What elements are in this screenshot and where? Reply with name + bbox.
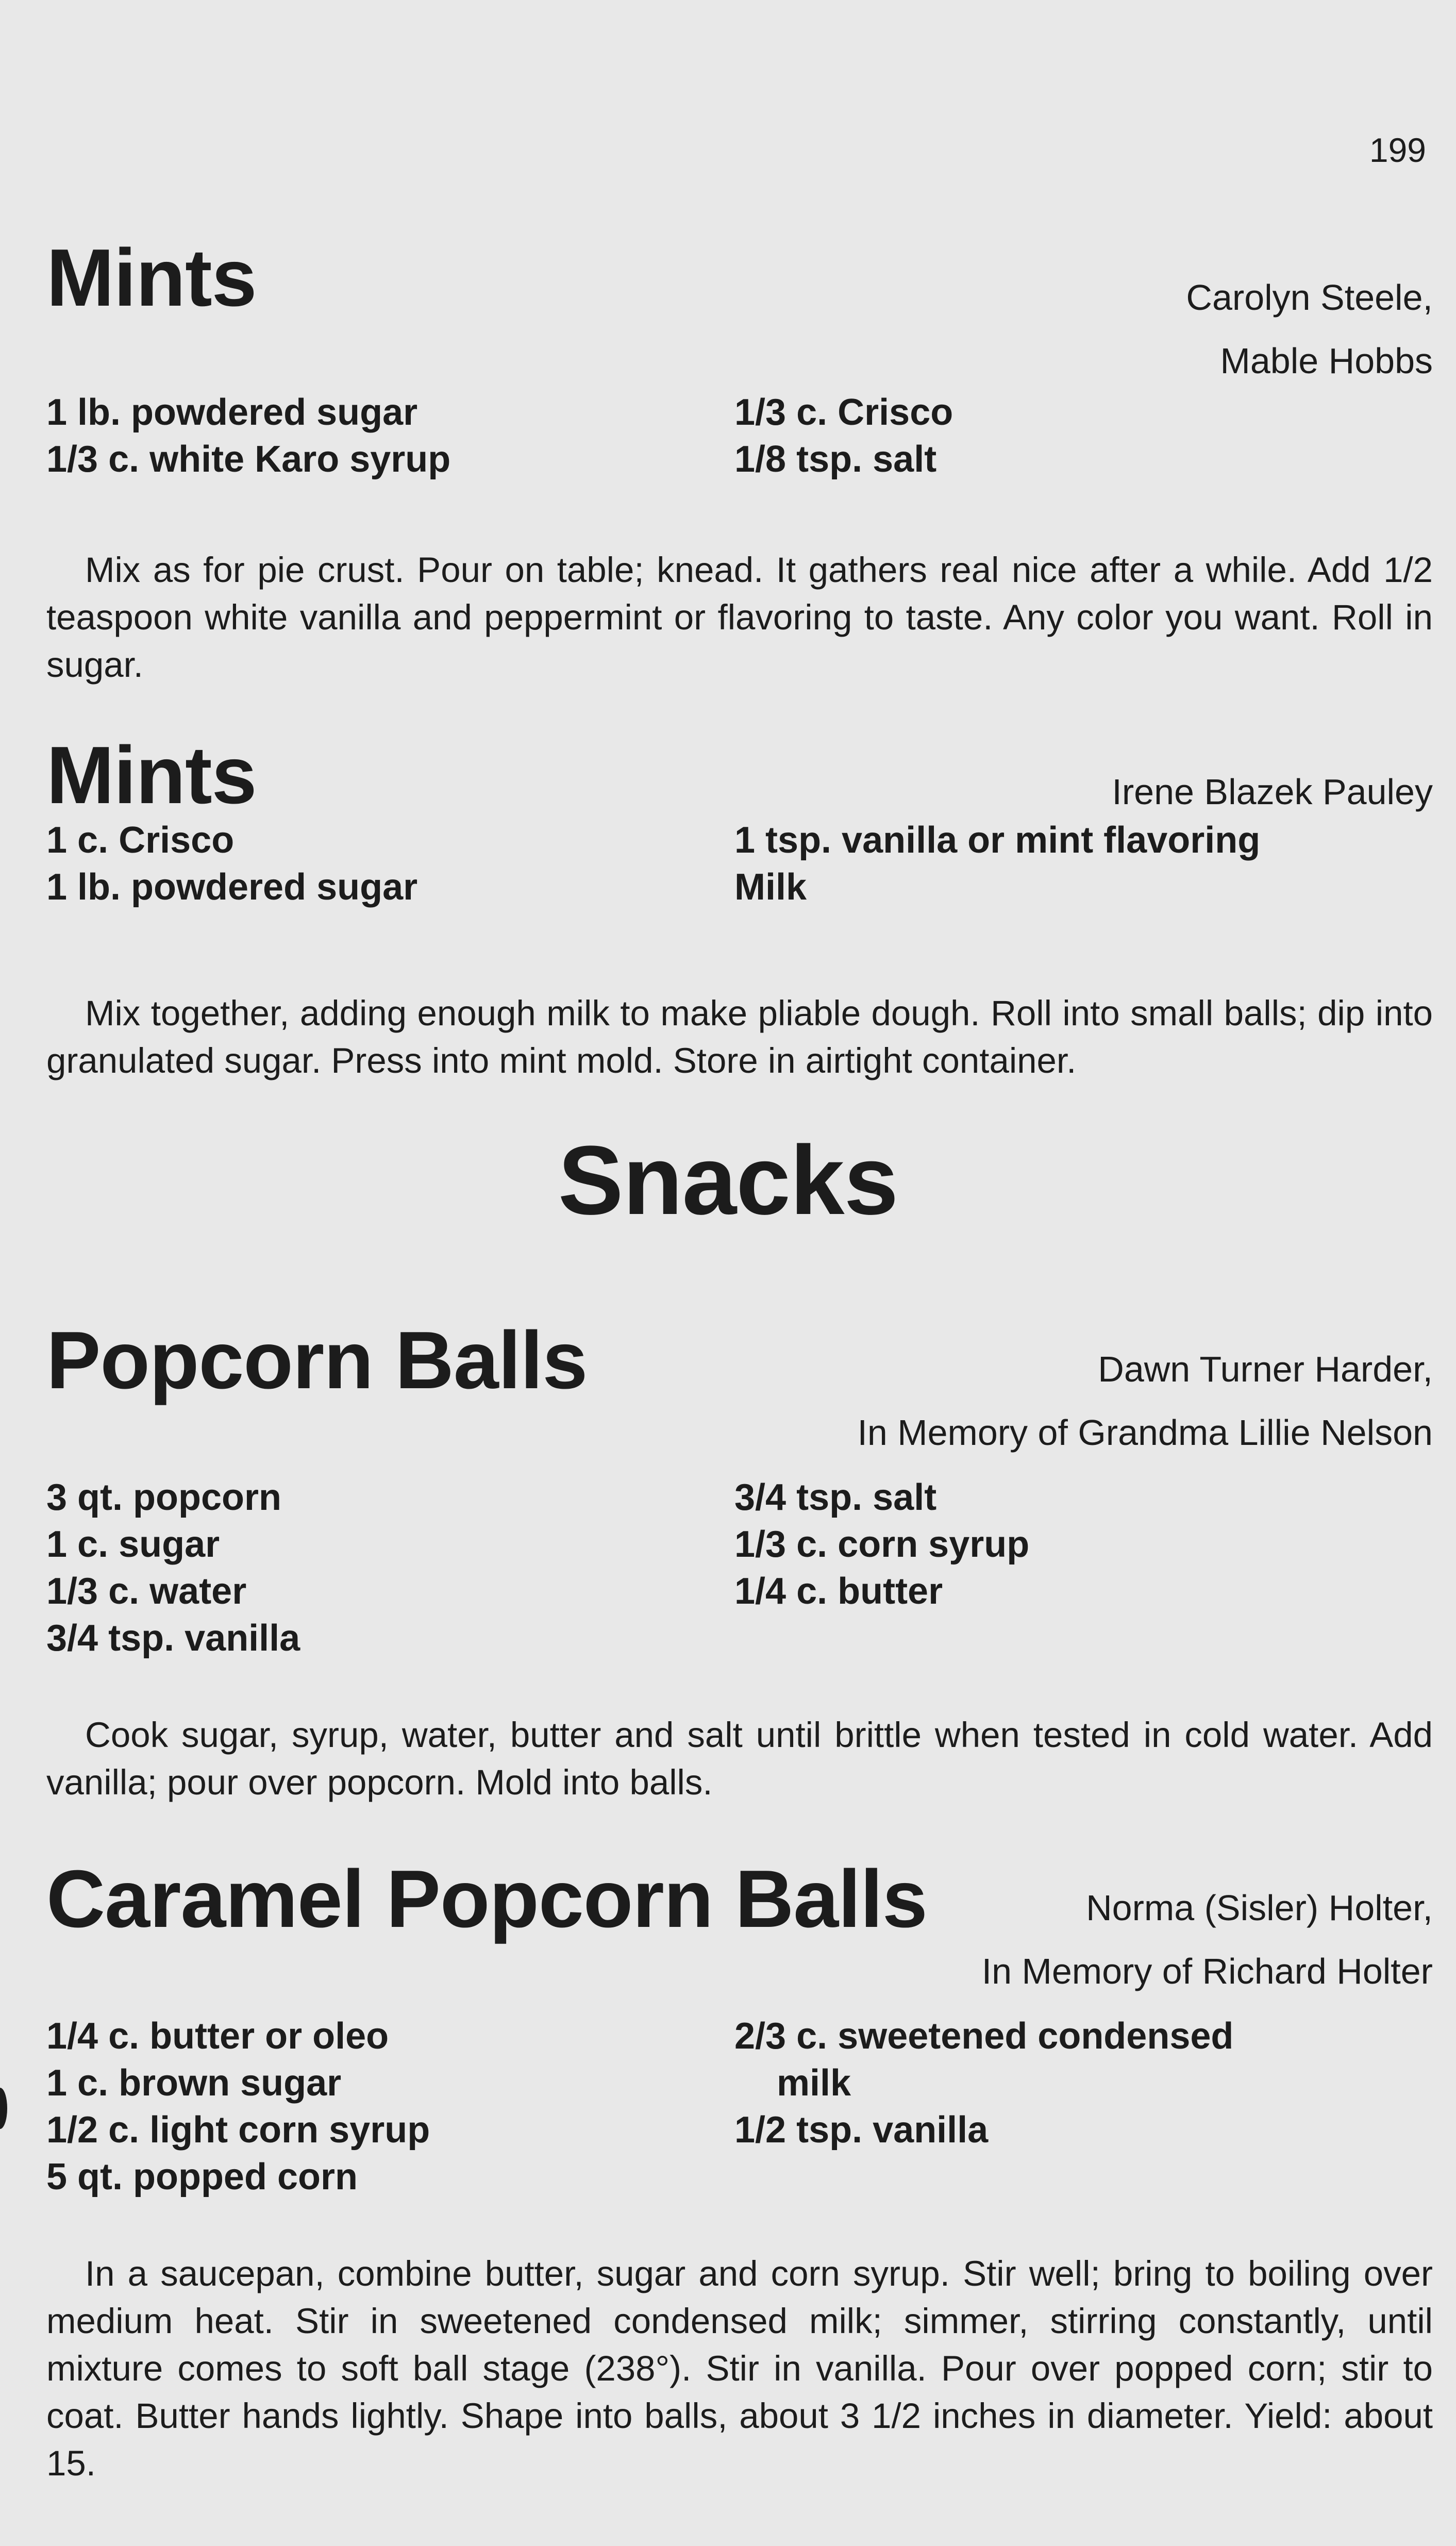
ingredient-item: 1 lb. powdered sugar [46,392,418,433]
ingredient-item: 1 tsp. vanilla or mint flavoring [734,820,1261,861]
ingredient-item: 1/3 c. Crisco [734,392,953,433]
recipe-contributors [1112,760,1433,824]
ingredient-column-left [46,817,417,911]
recipe-directions: Mix as for pie crust. Pour on table; knead. It gathers real nice after a while. Add 1/2 teaspoon white vanilla and peppermint or flavoring to taste. Any color you want. Roll in sugar. [46,550,1433,685]
binding-edge-mark [0,2088,7,2129]
ingredient-item: 1/2 c. light corn syrup [46,2109,430,2151]
recipe-contributors [982,1876,1433,2003]
recipe-directions: Mix together, adding enough milk to make pliable dough. Roll into small balls; dip into granulated sugar. Press into mint mold. Store in airtight container. [46,993,1433,1080]
contributor-line: Dawn Turner Harder, [1098,1349,1433,1389]
ingredient-item: 5 qt. popped corn [46,2156,358,2198]
ingredient-item: Milk [734,867,807,908]
recipe-popcorn-balls [46,1315,1433,1802]
ingredient-item: 1 c. brown sugar [46,2062,342,2104]
contributor-line: In Memory of Grandma Lillie Nelson [857,1412,1433,1453]
ingredient-item: 1/3 c. corn syrup [734,1524,1030,1565]
ingredient-column-right [734,389,953,483]
ingredient-item: milk [777,2062,851,2104]
ingredient-column-right [734,1474,1029,1615]
recipe-directions: In a saucepan, combine butter, sugar and corn syrup. Stir well; bring to boiling over medium heat. Stir in sweetened condensed milk; simmer, stirring constantly, until mixture comes to soft ball stage (238°). Stir in vanilla. Pour over popped corn; stir to coat. Butter hands lightly. Shape into balls, about 3 1/2 inches in diameter. Yield: about 15. [46,2254,1433,2483]
recipe-caramel-popcorn-balls [46,1854,1433,2483]
ingredient-item: 1 lb. powdered sugar [46,867,418,908]
contributor-line: Carolyn Steele, [1186,277,1433,318]
ingredient-item: 3/4 tsp. vanilla [46,1618,300,1659]
recipe-directions: Cook sugar, syrup, water, butter and salt until brittle when tested in cold water. Add vanilla; pour over popcorn. Mold into balls. [46,1715,1433,1802]
recipe-title: Mints [46,730,257,821]
contributor-line: Norma (Sisler) Holter, [1086,1888,1433,1928]
ingredient-item: 1 c. sugar [46,1524,220,1565]
ingredient-column-left [46,2013,430,2201]
page-number: 199 [1369,131,1426,169]
recipe-mints-2 [46,730,1433,1080]
recipe-header [46,232,1433,392]
contributor-line: Irene Blazek Pauley [1112,772,1433,812]
recipe-contributors [1186,266,1433,393]
ingredient-column-left [46,389,450,483]
ingredient-item: 3 qt. popcorn [46,1477,281,1518]
ingredient-item: 1/2 tsp. vanilla [734,2109,989,2151]
recipe-contributors [857,1338,1433,1465]
ingredient-item: 2/3 c. sweetened condensed [734,2016,1234,2057]
contributor-line: In Memory of Richard Holter [981,1951,1433,1991]
ingredient-item: 1 c. Crisco [46,820,235,861]
ingredient-item: 1/4 c. butter [734,1571,943,1612]
recipe-title: Popcorn Balls [46,1315,588,1406]
ingredient-column-right [734,2013,1233,2154]
ingredient-column-left [46,1474,300,1662]
recipe-title: Mints [46,232,257,323]
ingredient-item: 3/4 tsp. salt [734,1477,937,1518]
ingredient-item: 1/4 c. butter or oleo [46,2016,389,2057]
recipe-title: Caramel Popcorn Balls [46,1854,927,1944]
ingredient-item: 1/3 c. white Karo syrup [46,439,451,480]
recipe-header [46,1854,1433,2013]
ingredient-item: 1/3 c. water [46,1571,247,1612]
ingredient-column-right [734,817,1260,911]
ingredient-item: 1/8 tsp. salt [734,439,937,480]
section-title: Snacks [558,1126,898,1235]
recipe-mints-1 [46,232,1433,685]
recipe-header [46,1315,1433,1474]
contributor-line: Mable Hobbs [1220,341,1433,381]
